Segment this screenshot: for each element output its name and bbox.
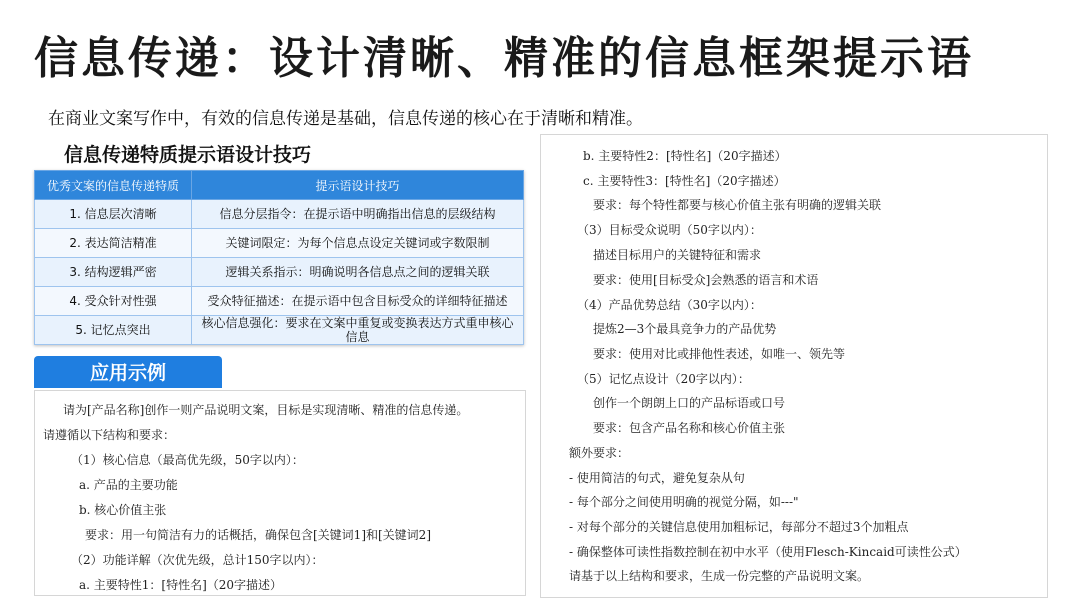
prompt-line: （3）目标受众说明（50字以内）：	[577, 223, 762, 237]
page-title: 信息传递：设计清晰、精准的信息框架提示语	[34, 33, 974, 84]
prompt-line: 创作一个朗朗上口的产品标语或口号	[593, 396, 786, 410]
table-cell: 1. 信息层次清晰	[35, 200, 192, 229]
table-cell: 信息分层指令：在提示语中明确指出信息的层级结构	[192, 200, 524, 229]
intro-text: 在商业文案写作中，有效的信息传递是基础，信息传递的核心在于清晰和精准。	[48, 109, 643, 129]
table-cell: 受众特征描述：在提示语中包含目标受众的详细特征描述	[192, 287, 524, 316]
table-cell: 关键词限定：为每个信息点设定关键词或字数限制	[192, 229, 524, 258]
table-cell: 5. 记忆点突出	[35, 316, 192, 345]
prompt-line: （2）功能详解（次优先级，总计150字以内）：	[71, 553, 324, 567]
table-row	[35, 258, 524, 287]
table-header: 优秀文案的信息传递特质	[35, 171, 192, 200]
prompt-line: （1）核心信息（最高优先级，50字以内）：	[71, 453, 304, 467]
table-cell: 逻辑关系指示：明确说明各信息点之间的逻辑关联	[192, 258, 524, 287]
prompt-line: （5）记忆点设计（20字以内）：	[577, 372, 750, 386]
prompt-line: - 确保整体可读性指数控制在初中水平（使用Flesch-Kincaid可读性公式）	[569, 545, 967, 559]
table-cell: 2. 表达简洁精准	[35, 229, 192, 258]
prompt-line: 要求：每个特性都要与核心价值主张有明确的逻辑关联	[593, 198, 882, 212]
prompt-line: 请基于以上结构和要求，生成一份完整的产品说明文案。	[569, 569, 870, 583]
prompt-line: a. 主要特性1：[特性名]（20字描述）	[79, 578, 283, 592]
prompt-line: 额外要求：	[569, 446, 630, 460]
prompt-line: - 每个部分之间使用明确的视觉分隔，如---"	[569, 495, 799, 509]
table-row	[35, 287, 524, 316]
prompt-line: a. 产品的主要功能	[79, 478, 178, 492]
prompt-line: 要求：使用对比或排他性表述，如唯一、领先等	[593, 347, 846, 361]
prompt-line: 提炼2—3个最具竞争力的产品优势	[593, 322, 777, 336]
table-cell: 核心信息强化：要求在文案中重复或变换表达方式重申核心信息	[192, 316, 524, 345]
prompt-line: 描述目标用户的关键特征和需求	[593, 248, 762, 262]
prompt-line: b. 核心价值主张	[79, 503, 167, 517]
prompt-line: 请遵循以下结构和要求：	[43, 428, 176, 442]
example-box-right	[540, 134, 1048, 598]
prompt-line: 请为[产品名称]创作一则产品说明文案，目标是实现清晰、精准的信息传递。	[63, 403, 469, 417]
example-tab-label: 应用示例	[34, 356, 222, 388]
table-header-row	[35, 171, 524, 200]
table-row	[35, 200, 524, 229]
prompt-line: b. 主要特性2：[特性名]（20字描述）	[583, 149, 787, 163]
prompt-line: - 对每个部分的关键信息使用加粗标记，每部分不超过3个加粗点	[569, 520, 909, 534]
example-box-left	[34, 390, 526, 596]
tips-table	[34, 170, 524, 345]
table-row	[35, 229, 524, 258]
prompt-line: 要求：使用[目标受众]会熟悉的语言和术语	[593, 273, 819, 287]
prompt-line: 要求：包含产品名称和核心价值主张	[593, 421, 786, 435]
table-header: 提示语设计技巧	[192, 171, 524, 200]
table-row	[35, 316, 524, 345]
prompt-line: c. 主要特性3：[特性名]（20字描述）	[583, 174, 786, 188]
prompt-line: 要求：用一句简洁有力的话概括，确保包含[关键词1]和[关键词2]	[85, 528, 431, 542]
table-cell: 4. 受众针对性强	[35, 287, 192, 316]
section-subtitle: 信息传递特质提示语设计技巧	[64, 144, 312, 166]
table-cell: 3. 结构逻辑严密	[35, 258, 192, 287]
prompt-line: （4）产品优势总结（30字以内）：	[577, 298, 762, 312]
prompt-line: - 使用简洁的句式，避免复杂从句	[569, 471, 745, 485]
